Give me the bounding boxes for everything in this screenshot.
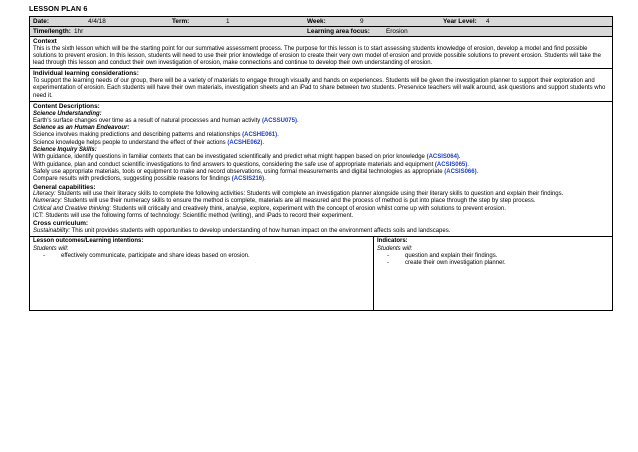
week-value: 9 [360,18,364,25]
time-label: Time/length: [33,28,71,35]
week-label: Week: [307,18,326,25]
is1-text: With guidance, identify questions in familiar contexts that can be investigated scientifically and predict what might happen based on prior knowledge [33,154,425,161]
is1-code: (ACSIS064) [426,154,459,161]
individual-section [30,69,612,101]
human-endeavour-label: Science as an Human Endeavour: [33,125,130,132]
he2-line: Science knowledge helps people to understand the effect of their actions (ACSHE062). [33,139,265,146]
he2-code: (ACSHE062) [227,139,263,146]
is4-code: (ACSIS216) [231,176,265,183]
list-item: - question and explain their findings. [387,253,609,260]
su-code: (ACSSU075) [261,117,297,124]
su-line: Earth's surface changes over time as a result of natural processes and human activity (ACSSU075). [33,117,299,124]
sustain-text: This unit provides students with opportunities to develop understanding of how human impact on the environment affects soils and landscapes. [71,227,451,234]
capabilities-heading: General capabilities: [33,183,96,191]
critical-text: : Students will critically and creatively think, analyse, explore, experiment with the concept of erosion whilst come up with solutions to prevent erosion. [109,205,506,212]
is3-line: Safely use appropriate materials, tools or equipment to make and record observations, using formal measurements and digital technologies as appropriate (ACSIS066). [33,168,479,175]
outcomes-cell [30,237,374,310]
focus-label: Learning area focus: [307,28,370,35]
indicators-cell [374,237,612,310]
outcomes-list [33,253,370,260]
individual-heading: Individual learning considerations: [33,70,139,78]
content-section [30,102,612,237]
literacy-line [33,191,610,198]
list-item: - create their own investigation planner. [387,260,609,267]
su-text: Earth's surface changes over time as a result of natural processes and human activity [33,117,261,124]
cross-heading: Cross curriculum: [33,220,89,228]
focus-value: Erosion [386,28,408,35]
numeracy-label: Numeracy: [33,198,63,205]
content-heading: Content Descriptions: [33,102,100,110]
meta-row-1 [30,17,612,27]
is1-line: With guidance, identify questions in familiar contexts that can be investigated scientifically and predict what might happen based on prior knowledge (ACSIS064). [33,154,461,161]
is4-line: Compare results with predictions, suggesting possible reasons for findings (ACSIS216). [33,176,266,183]
outcomes-row [30,237,612,310]
critical-label: Critical and Creative thinking [33,205,110,212]
numeracy-text: Students will use their numeracy skills to ensure the method is complete, materials are all measured and the process of method is put into place through the step by step process. [63,198,536,205]
individual-text: To support the learning needs of our group, there will be a variety of materials to engage through visually and hands on experiences. Students will be given the investigation planner to support their exploration and experimentation of erosion. Each students will have their own materials, investigation sheets and an iPad to share between two students. Preservice teachers will walk around, ask questions and support students who need it. [33,78,606,99]
he1-line: Science involves making predictions and describing patterns and relationships (ACSHE061). [33,132,279,139]
year-value: 4 [486,18,490,25]
is2-code: (ACSIS065) [434,161,468,168]
date-value: 4/4/18 [88,18,106,25]
page-title: LESSON PLAN 6 [29,4,88,13]
ict-line: ICT: Students will use the following forms of technology: Scientific method (writing), and iPads to record their experiment. [33,213,354,220]
list-item: - effectively communicate, participate and share ideas based on erosion. [43,253,370,260]
numeracy-line [33,198,610,205]
time-value: 1hr [74,28,84,35]
is4-text: Compare results with predictions, suggesting possible reasons for findings [33,176,231,183]
science-understanding-label: Science Understanding: [33,110,102,117]
indicators-list [377,253,609,268]
he1-text: Science involves making predictions and describing patterns and relationships [33,132,241,139]
sustain-line [33,228,610,235]
sustain-label: Sustainability: [33,227,71,234]
lesson-plan-table [29,16,613,311]
context-text: This is the sixth lesson which will be the starting point for our summative assessment process. The purpose for this lesson is to start assessing students knowledge of erosion, develop a model and find possible solutions to prevent erosion. In this lesson, students will need to use their prior knowledge of erosion to create their very own model of erosion and provide possible solutions to prevent erosion. Students will take the lead through this lesson and conduct their own investigation of erosion, make connections and continue to develop their own understanding of erosion. [33,45,601,67]
literacy-text: Students will use their literacy skills to complete the following activities: Students will complete an investigation planner alongside using their literary skills to question and explain their findings. [57,191,564,198]
indicators-sub: Students will: [377,245,413,252]
inquiry-label: Science Inquiry Skills: [33,147,97,154]
he2-text: Science knowledge helps people to understand the effect of their actions [33,139,226,146]
is3-text: Safely use appropriate materials, tools or equipment to make and record observations, using formal measurements and digital technologies as appropriate [33,168,443,175]
literacy-label: Literacy: [33,191,56,198]
context-section [30,37,612,69]
outcomes-heading: Lesson outcomes/Learning intentions: [33,238,144,245]
is3-code: (ACSIS066) [444,168,477,175]
outcomes-sub: Students will: [33,245,69,252]
term-label: Term: [172,18,190,25]
indicators-heading: Indicators: [377,238,408,245]
date-label: Date: [33,18,49,25]
is2-text: With guidance, plan and conduct scientific investigations to find answers to questions, considering the safe use of appropriate materials and equipment [33,161,434,168]
meta-row-2 [30,27,612,37]
he1-code: (ACSHE061) [242,132,278,139]
is2-line: With guidance, plan and conduct scientific investigations to find answers to questions, considering the safe use of appropriate materials and equipment (ACSIS065). [33,161,469,168]
term-value: 1 [226,18,230,25]
context-heading: Context [33,38,57,45]
critical-line [33,206,610,213]
year-label: Year Level: [443,18,477,25]
